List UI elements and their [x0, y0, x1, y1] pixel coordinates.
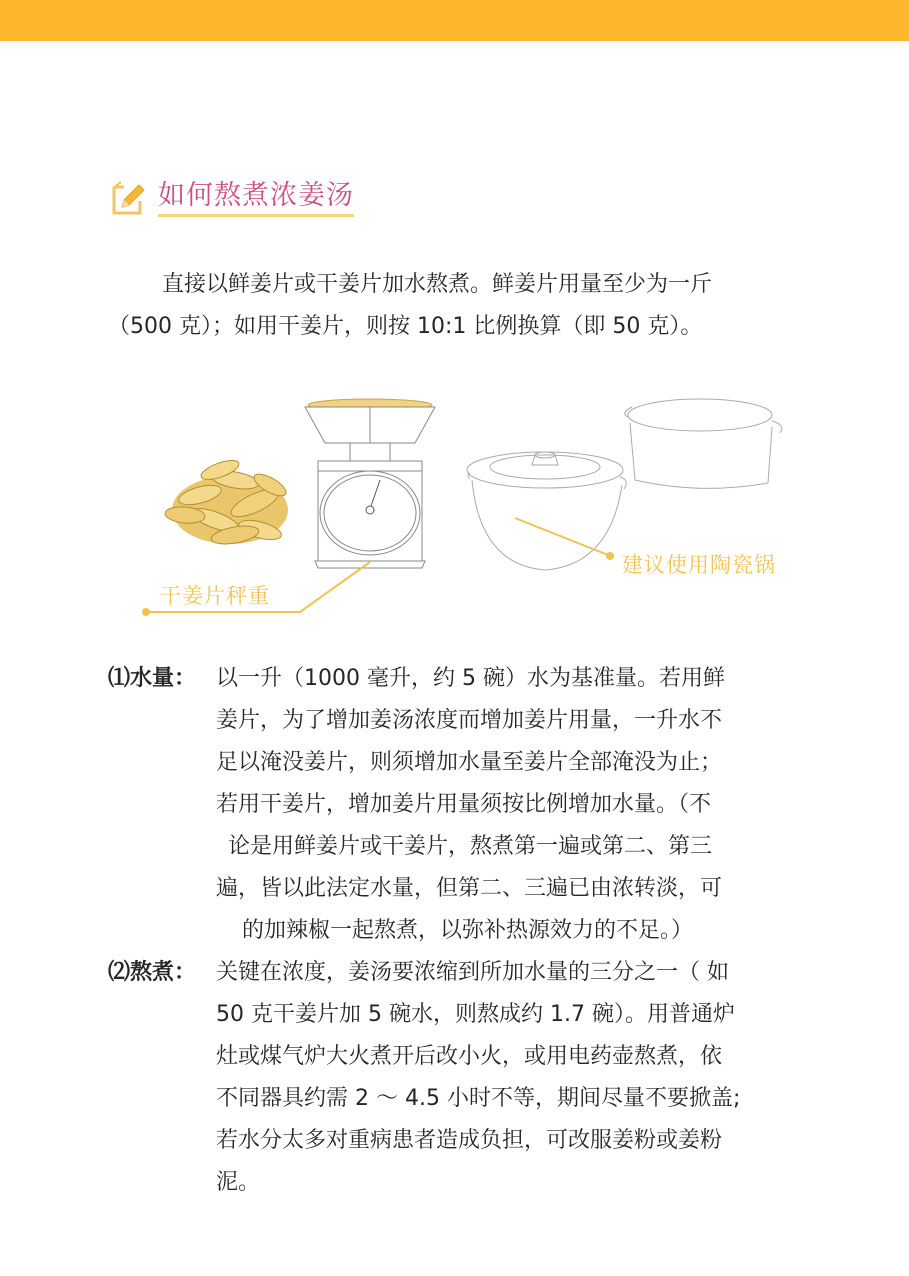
- step-water-amount: [108, 658, 808, 952]
- step-boiling: [108, 952, 808, 1204]
- step-line: 若水分太多对重病患者造成负担，可改服姜粉或姜粉: [216, 1128, 723, 1153]
- step-line: 足以淹没姜片，则须增加水量至姜片全部淹没为止；: [216, 750, 723, 775]
- top-color-band: [0, 0, 909, 41]
- step-line: 论是用鲜姜片或干姜片，熬煮第一遍或第二、第三: [228, 834, 713, 859]
- illustration: [130, 385, 810, 625]
- intro-line-1: 直接以鲜姜片或干姜片加水熬煮。鲜姜片用量至少为一斤: [162, 272, 713, 297]
- step-label: ⑵熬煮：: [108, 960, 197, 985]
- edit-pencil-icon: [110, 179, 148, 217]
- step-line: 50 克干姜片加 5 碗水，则熬成约 1.7 碗）。用普通炉: [216, 1002, 735, 1027]
- step-line: 的加辣椒一起熬煮，以弥补热源效力的不足。）: [242, 918, 694, 943]
- step-label: ⑴水量：: [108, 666, 197, 691]
- section-heading: [110, 178, 354, 218]
- page-title: 如何熬煮浓姜汤: [158, 180, 354, 217]
- kitchen-scale-icon: [305, 399, 435, 568]
- callout-weigh-dried-ginger: 干姜片秤重: [160, 584, 270, 608]
- step-line: 泥。: [216, 1170, 261, 1195]
- step-line: 姜片，为了增加姜汤浓度而增加姜片用量，一升水不: [216, 708, 723, 733]
- callout-line-pot: [515, 518, 614, 560]
- step-line: 若用干姜片，增加姜片用量须按比例增加水量。（不: [216, 792, 712, 817]
- step-line: 遍，皆以此法定水量，但第二、三遍已由浓转淡，可: [216, 876, 723, 901]
- intro-paragraph: [108, 264, 808, 348]
- ceramic-pot-icon: [625, 399, 782, 488]
- callout-use-ceramic-pot: 建议使用陶瓷锅: [622, 553, 776, 577]
- step-line: 以一升（1000 毫升，约 5 碗）水为基准量。若用鲜: [216, 666, 725, 691]
- step-line: 关键在浓度，姜汤要浓缩到所加水量的三分之一（ 如: [216, 960, 729, 985]
- dried-ginger-slices-icon: [164, 457, 289, 547]
- step-line: 灶或煤气炉大火煮开后改小火，或用电药壶熬煮，依: [216, 1044, 723, 1069]
- steps-list: [108, 658, 808, 1204]
- intro-line-2: （500 克）；如用干姜片，则按 10:1 比例换算（即 50 克）。: [108, 314, 703, 339]
- step-line: 不同器具约需 2 ～ 4.5 小时不等，期间尽量不要掀盖;: [216, 1086, 741, 1111]
